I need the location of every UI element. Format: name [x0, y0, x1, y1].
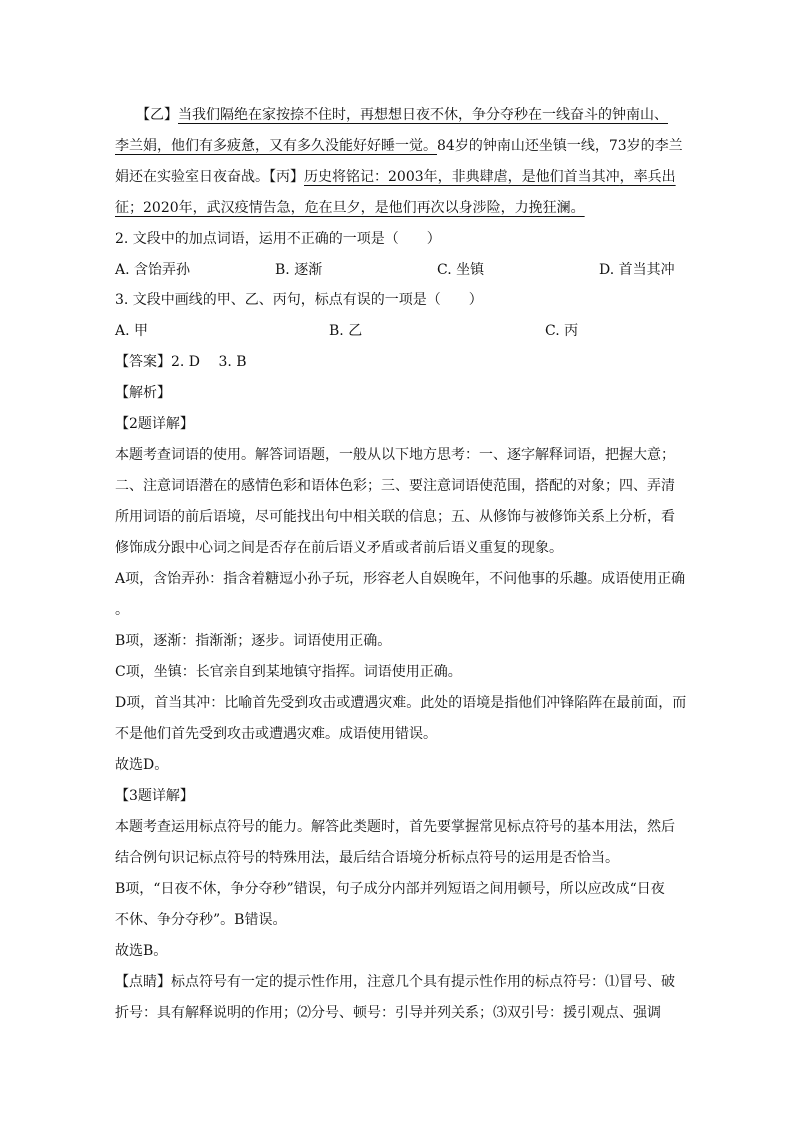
- detail-2-line: B项，逐渐：指渐渐；逐步。词语使用正确。: [115, 633, 392, 649]
- detail-3-line: 故选B。: [115, 943, 168, 959]
- q3-option-c: C. 丙: [545, 323, 579, 339]
- tip-line: 【点睛】标点符号有一定的提示性作用，注意几个具有提示性作用的标点符号：⑴冒号、破: [115, 974, 675, 990]
- underlined-sentence-yi-cont: 李兰娟，他们有多疲惫，又有多久没能好好睡一觉。: [115, 138, 437, 154]
- detail-2-heading: 【2题详解】: [115, 416, 194, 432]
- underlined-sentence-bing: 历史将铭记：2003年，非典肆虐，是他们首当其冲: [304, 169, 620, 185]
- underlined-sentence-yi: 当我们隔绝在家按捺不住时，再想想日夜不休，争分夺秒在一线奋斗的钟南山、: [178, 107, 668, 123]
- detail-2-body: [115, 440, 687, 781]
- detail-2-line: 修饰成分跟中心词之间是否存在前后语义矛盾或者前后语义重复的现象。: [115, 540, 563, 556]
- passage-line-3: 娟还在实验室日夜奋战。【丙】历史将铭记：2003年，非典肆虐，是他们首当其冲，率兵出: [115, 169, 676, 185]
- question-2-options: [115, 255, 683, 286]
- detail-3-body: [115, 781, 683, 967]
- detail-2-line: 。: [115, 602, 129, 618]
- answer-line: 【答案】2. D 3. B: [115, 354, 247, 370]
- q2-option-d: D. 首当其冲: [599, 262, 675, 278]
- underlined-sentence-bing-2: ，率兵出: [619, 169, 676, 185]
- passage: [115, 100, 683, 224]
- tip-section: [115, 967, 683, 1029]
- detail-2-line: C项，坐镇：长官亲自到某地镇守指挥。词语使用正确。: [115, 664, 462, 680]
- q2-option-c: C. 坐镇: [437, 262, 485, 278]
- q3-option-b: B. 乙: [329, 323, 363, 339]
- underlined-sentence-bing-cont: 征；2020年，武汉疫情告急，危在旦夕，是他们再次以身涉险，力挽狂澜。: [115, 200, 585, 216]
- question-3-stem: 3. 文段中画线的甲、乙、丙句，标点有误的一项是（ ）: [115, 292, 483, 308]
- detail-2-line: 所用词语的前后语境，尽可能找出句中相关联的信息；五、从修饰与被修饰关系上分析，看: [115, 509, 675, 525]
- detail-3-line: 不休、争分夺秒”。B错误。: [115, 912, 287, 928]
- detail-2-line: 故选D。: [115, 757, 169, 773]
- answer-section: [115, 347, 683, 440]
- passage-line-2: 李兰娟，他们有多疲惫，又有多久没能好好睡一觉。84岁的钟南山还坐镇一线，73岁的李兰: [115, 138, 683, 154]
- detail-3-line: B项，“日夜不休，争分夺秒”错误，句子成分内部并列短语之间用顿号，所以应改成“日夜: [115, 881, 665, 897]
- detail-3-line: 本题考查运用标点符号的能力。解答此类题时，首先要掌握常见标点符号的基本用法，然后: [115, 819, 675, 835]
- analysis-heading: 【解析】: [115, 385, 171, 401]
- detail-3-heading: 【3题详解】: [115, 788, 194, 804]
- detail-2-line: D项，首当其冲：比喻首先受到攻击或遭遇灾难。此处的语境是指他们冲锋陷阵在最前面，而: [115, 695, 687, 711]
- tip-line: 折号：具有解释说明的作用；⑵分号、顿号：引导并列关系；⑶双引号：援引观点、强调: [115, 1005, 661, 1021]
- passage-line-4: [115, 193, 683, 224]
- passage-line-1: 【乙】当我们隔绝在家按捺不住时，再想想日夜不休，争分夺秒在一线奋斗的钟南山、: [115, 107, 668, 123]
- detail-2-line: A项，含饴弄孙：指含着糖逗小孙子玩，形容老人自娱晚年，不问他事的乐趣。成语使用正确: [115, 571, 686, 587]
- detail-3-line: 结合例句识记标点符号的特殊用法，最后结合语境分析标点符号的运用是否恰当。: [115, 850, 619, 866]
- detail-2-line: 本题考查词语的使用。解答词语题，一般从以下地方思考：一、逐字解释词语，把握大意；: [115, 447, 675, 463]
- q2-option-a: A. 含饴弄孙: [115, 262, 191, 278]
- q2-option-b: B. 逐渐: [275, 262, 323, 278]
- question-3-options: [115, 316, 683, 347]
- q3-option-a: A. 甲: [115, 323, 149, 339]
- detail-2-line: 二、注意词语潜在的感情色彩和语体色彩；三、要注意词语使范围，搭配的对象；四、弄清: [115, 478, 675, 494]
- detail-2-line: 不是他们首先受到攻击或遭遇灾难。成语使用错误。: [115, 726, 437, 742]
- question-2-stem: 2. 文段中的加点词语，运用不正确的一项是（ ）: [115, 231, 441, 247]
